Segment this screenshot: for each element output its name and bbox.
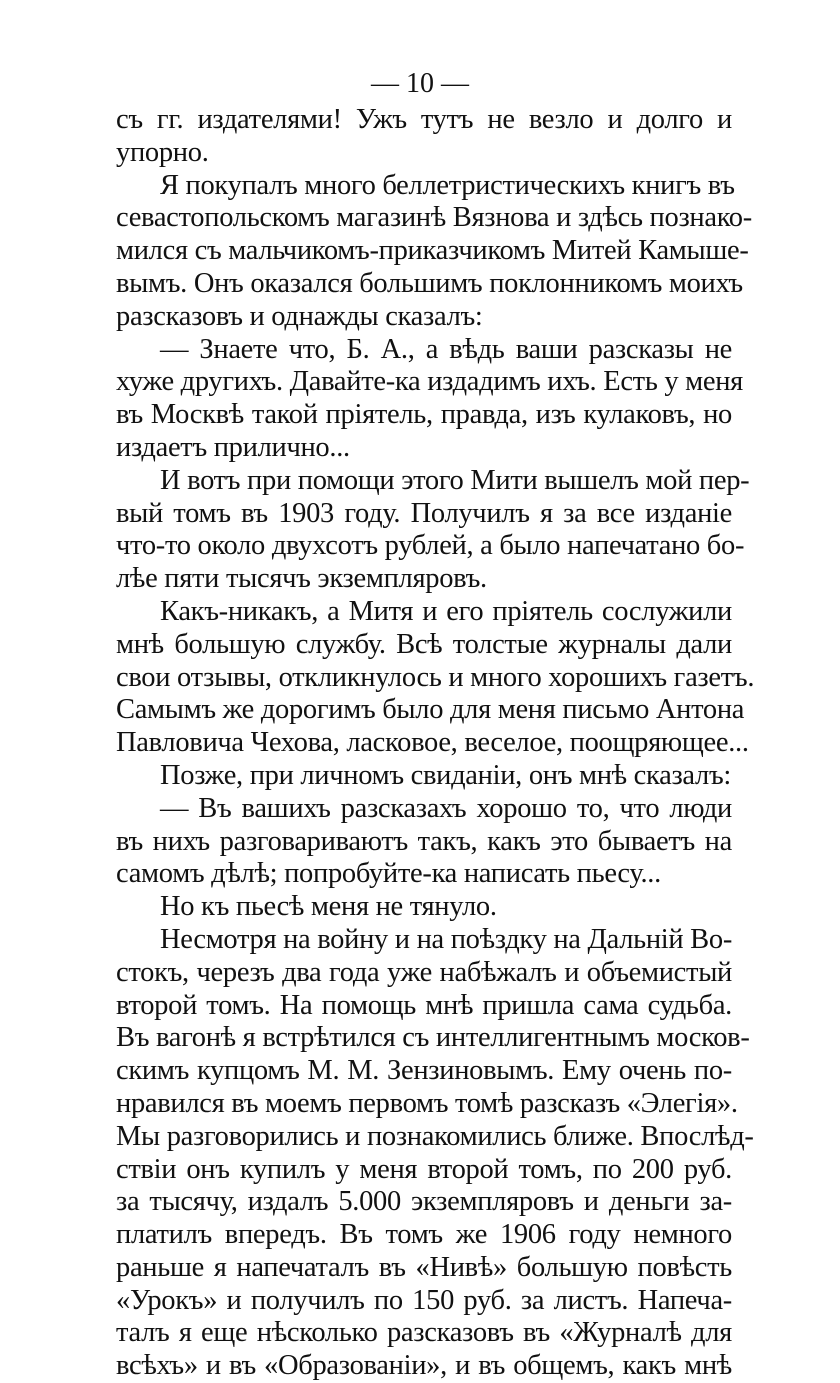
text-line: свои отзывы, откликнулось и много хорошихъ газетъ.: [116, 661, 755, 693]
text-line: Но къ пьесѣ меня не тянуло.: [160, 891, 497, 923]
text-line: «Урокъ» и получилъ по 150 руб. за листъ. Напеча-: [116, 1284, 732, 1316]
text-line: нравился въ моемъ первомъ томѣ разсказъ «Элегія».: [116, 1087, 738, 1119]
text-line: мнѣ большую службу. Всѣ толстые журналы дали: [116, 628, 732, 660]
text-line: Позже, при личномъ свиданіи, онъ мнѣ сказалъ:: [160, 759, 732, 791]
text-line: издаетъ прилично...: [116, 431, 350, 463]
text-line: Несмотря на войну и на поѣздку на Дальній Во-: [160, 923, 733, 955]
text-line: самомъ дѣлѣ; попробуйте-ка написать пьесу...: [116, 858, 661, 890]
text-line: — Въ вашихъ разсказахъ хорошо то, что люди: [160, 792, 732, 824]
text-line: за тысячу, издалъ 5.000 экземпляровъ и деньги за-: [116, 1186, 732, 1218]
text-line: скимъ купцомъ М. М. Зензиновымъ. Ему очень по-: [116, 1055, 732, 1087]
page-number: — 10 —: [371, 68, 469, 99]
text-line: Я покупалъ много беллетристическихъ книгъ въ: [160, 169, 735, 201]
text-line: И вотъ при помощи этого Мити вышелъ мой пер-: [160, 464, 750, 496]
text-line: упорно.: [116, 136, 209, 168]
text-line: съ гг. издателями! Ужъ тутъ не везло и долго и: [116, 104, 732, 135]
text-line: всѣхъ» и въ «Образованіи», и въ общемъ, какъ мнѣ: [116, 1350, 732, 1382]
text-line: разсказовъ и однажды сказалъ:: [116, 300, 483, 332]
text-line: Мы разговорились и познакомились ближе. Впослѣд-: [116, 1120, 754, 1152]
text-line: что-то около двухсотъ рублей, а было напечатано бо-: [116, 530, 745, 562]
text-line: платилъ впередъ. Въ томъ же 1906 году немного: [116, 1219, 732, 1251]
text-line: стокъ, черезъ два года уже набѣжалъ и объемистый: [116, 956, 732, 988]
text-line: вымъ. Онъ оказался большимъ поклонникомъ моихъ: [116, 267, 743, 299]
text-line: лѣе пяти тысячъ экземпляровъ.: [116, 563, 487, 595]
text-line: — Знаете что, Б. А., а вѣдь ваши разсказы не: [160, 333, 732, 365]
text-line: вый томъ въ 1903 году. Получилъ я за все изданіе: [116, 497, 732, 529]
text-line: въ Москвѣ такой пріятель, правда, изъ кулаковъ, но: [116, 399, 732, 431]
text-line: севастопольскомъ магазинѣ Вязнова и здѣсь познако-: [116, 202, 752, 234]
text-line: хуже другихъ. Давайте-ка издадимъ ихъ. Есть у меня: [116, 366, 743, 398]
text-line: раньше я напечаталъ въ «Нивѣ» большую повѣсть: [116, 1251, 732, 1283]
text-line: Въ вагонѣ я встрѣтился съ интеллигентнымъ москов-: [116, 1022, 750, 1054]
text-line: Павловича Чехова, ласковое, веселое, поощряющее...: [116, 727, 749, 759]
text-line: мился съ мальчикомъ-приказчикомъ Митей Камыше-: [116, 235, 749, 267]
text-line: въ нихъ разговариваютъ такъ, какъ это бываетъ на: [116, 825, 732, 857]
text-line: талъ я еще нѣсколько разсказовъ въ «Журналѣ для: [116, 1317, 732, 1349]
text-line: Какъ-никакъ, а Митя и его пріятель сослужили: [160, 595, 732, 627]
text-line: ствіи онъ купилъ у меня второй томъ, по 200 руб.: [116, 1153, 732, 1185]
text-line: второй томъ. На помощь мнѣ пришла сама судьба.: [116, 989, 732, 1021]
page-text: [116, 104, 755, 1383]
text-line: Самымъ же дорогимъ было для меня письмо Антона: [116, 694, 745, 726]
